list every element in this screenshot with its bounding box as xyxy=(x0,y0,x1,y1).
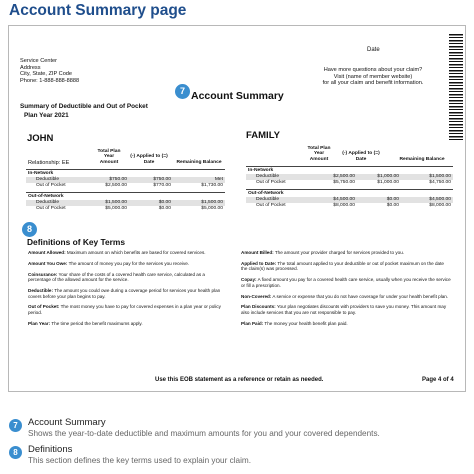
definition-item xyxy=(241,250,451,256)
row-applied: $0.00 xyxy=(386,203,399,209)
row-remaining: $1,500.00 xyxy=(429,174,451,179)
legend-badge: 7 xyxy=(9,419,22,432)
family-table-header xyxy=(246,140,453,164)
definitions-heading: Definitions of Key Terms xyxy=(27,237,126,247)
row-remaining: Met xyxy=(214,177,223,182)
row-applied: $0.00 xyxy=(158,199,171,205)
definition-text: The most money you have to pay for covered expenses in a plan year or policy period. xyxy=(28,304,221,315)
eob-document xyxy=(8,25,466,392)
definition-item xyxy=(28,288,224,299)
table-row xyxy=(26,183,225,189)
definition-item xyxy=(28,304,224,315)
sender-line: Phone: 1-888-888-8888 xyxy=(20,77,80,84)
header-line: (-) Applied to (=) xyxy=(130,154,168,160)
row-total: $2,500.00 xyxy=(333,174,355,179)
col-remaining-balance: Remaining Balance xyxy=(399,157,445,163)
row-remaining: $4,500.00 xyxy=(429,196,451,202)
row-total: $5,750.00 xyxy=(333,180,355,186)
definition-text: The money your health benefit plan paid. xyxy=(263,320,348,326)
family-heading: FAMILY xyxy=(246,130,280,141)
definition-term: Amount You Owe: xyxy=(28,260,68,266)
definition-term: Coinsurance: xyxy=(28,271,58,277)
john-summary-table xyxy=(26,143,225,213)
row-applied: $1,000.00 xyxy=(377,180,399,186)
row-remaining: $4,750.00 xyxy=(429,180,451,186)
definition-term: Plan Paid: xyxy=(241,320,264,326)
row-applied: $750.00 xyxy=(153,177,171,182)
legend-badge: 8 xyxy=(9,446,22,459)
sender-address xyxy=(20,58,79,84)
row-total: $2,500.00 xyxy=(105,183,127,189)
definition-item xyxy=(241,294,451,300)
out-network-label: Out-of-Network xyxy=(246,189,453,197)
john-heading: JOHN xyxy=(27,133,54,144)
definition-text: A service or expense that you do not have coverage for under your health benefit plan. xyxy=(271,293,449,299)
header-line: Total Plan xyxy=(307,145,331,151)
row-label: Out of Pocket xyxy=(256,180,286,186)
header-line: Date xyxy=(143,160,155,166)
row-label: Out of Pocket xyxy=(36,183,66,189)
definition-term: Deductible: xyxy=(28,287,54,293)
row-label: Deductible xyxy=(256,196,280,202)
table-row xyxy=(246,203,453,209)
row-label: Deductible xyxy=(256,174,280,179)
footer-note: Use this EOB statement as a reference or retain as needed. xyxy=(155,377,324,383)
definition-text: Your plan negotiates discounts with providers to save you money. This amount may also include services that you are not responsible to pay. xyxy=(241,304,447,315)
definition-text: Maximum amount on which benefits are based for covered services. xyxy=(65,250,206,255)
definition-term: Copay: xyxy=(241,277,257,283)
row-total: $1,500.00 xyxy=(105,199,127,205)
definition-text: The amount your provider charged for services provided to you. xyxy=(273,250,405,255)
col-total-plan-amount xyxy=(302,146,336,163)
col-applied-to-date xyxy=(122,154,176,166)
summary-plan-year: Plan Year 2021 xyxy=(24,112,69,119)
definition-text: The amount of money you pay for the services you receive. xyxy=(67,260,190,266)
col-remaining-balance: Remaining Balance xyxy=(176,160,222,166)
definition-item xyxy=(28,272,224,283)
header-line: Year xyxy=(103,154,115,160)
row-label: Out of Pocket xyxy=(36,206,66,212)
definition-item xyxy=(28,261,224,267)
row-total: $8,000.00 xyxy=(333,203,355,209)
row-total: $4,500.00 xyxy=(333,196,355,202)
family-summary-table xyxy=(246,140,453,210)
definition-term: Plan Discounts: xyxy=(241,304,276,310)
definition-text: A fixed amount you pay for a covered health care service, usually when you receive the service or fill a prescription. xyxy=(241,277,451,288)
out-network-label: Out-of-Network xyxy=(26,192,225,200)
relationship-label: Relationship: EE xyxy=(28,160,70,166)
row-remaining: $1,730.00 xyxy=(201,183,223,189)
definition-term: Amount Billed: xyxy=(241,250,274,255)
in-network-label: In-Network xyxy=(26,169,225,177)
summary-title: Summary of Deductible and Out of Pocket xyxy=(20,103,148,110)
legend-description: This section defines the key terms used to explain your claim. xyxy=(28,456,251,465)
table-row xyxy=(26,206,225,212)
row-applied: $0.00 xyxy=(158,206,171,212)
definition-item xyxy=(28,250,224,256)
row-label: Deductible xyxy=(36,177,60,182)
john-table-header xyxy=(26,143,225,167)
definition-text: The time period the benefit maximums apply. xyxy=(50,320,143,326)
in-network-label: In-Network xyxy=(246,166,453,174)
row-label: Out of Pocket xyxy=(256,203,286,209)
col-applied-to-date xyxy=(334,151,388,163)
row-remaining: $8,000.00 xyxy=(429,203,451,209)
page-title: Account Summary page xyxy=(9,2,187,19)
sender-line: Service Center xyxy=(20,58,57,64)
callout-badge-account-summary: 7 xyxy=(175,84,190,99)
legend-description: Shows the year-to-date deductible and maximum amounts for you and your covered dependents. xyxy=(28,429,380,438)
header-line: Amount xyxy=(99,160,119,166)
definitions-left-column xyxy=(28,250,224,331)
definition-text: Your share of the costs of a covered health care service, calculated as a percentage of the allowed amount for the service. xyxy=(28,271,205,283)
definition-item xyxy=(28,321,224,327)
definition-term: Plan Year: xyxy=(28,320,51,326)
row-total: $5,000.00 xyxy=(105,206,127,212)
account-summary-heading: Account Summary xyxy=(191,90,284,102)
definition-item xyxy=(241,321,451,327)
definition-item xyxy=(241,261,451,272)
definition-text: The total amount applied to your deductible or out of pocket maximum on the date the claim(s) was processed. xyxy=(241,260,444,272)
definition-term: Out of Pocket: xyxy=(28,304,60,310)
legend-title: Definitions xyxy=(28,444,73,455)
definition-term: Amount Allowed: xyxy=(28,250,66,255)
table-row xyxy=(246,180,453,186)
row-remaining: $5,000.00 xyxy=(201,206,223,212)
header-line: Amount xyxy=(309,157,329,163)
sender-line: City, State, ZIP Code xyxy=(20,71,73,78)
row-total: $750.00 xyxy=(109,177,127,182)
col-total-plan-amount xyxy=(92,149,126,166)
row-applied: $1,000.00 xyxy=(377,174,399,179)
definition-item xyxy=(241,277,451,288)
callout-badge-definitions: 8 xyxy=(22,222,37,237)
row-applied: $0.00 xyxy=(386,196,399,202)
page-number: Page 4 of 4 xyxy=(422,377,454,383)
header-line: Year xyxy=(313,151,325,157)
row-remaining: $1,500.00 xyxy=(201,199,223,205)
definition-term: Applied to Date: xyxy=(241,260,277,266)
questions-notice xyxy=(309,67,437,87)
definitions-right-column xyxy=(241,250,451,331)
definition-text: The amount you could owe during a coverage period for services your health plan covers before your plan begins to pay. xyxy=(28,287,221,299)
barcode-image xyxy=(449,34,463,142)
header-line: (-) Applied to (=) xyxy=(342,151,380,157)
row-label: Deductible xyxy=(36,199,60,205)
sender-line: Address xyxy=(20,64,41,71)
header-line: Total Plan xyxy=(97,148,121,154)
date-label: Date xyxy=(367,47,380,53)
definition-item xyxy=(241,304,451,315)
row-applied: $770.00 xyxy=(153,183,171,189)
header-line: Date xyxy=(355,157,367,163)
legend-title: Account Summary xyxy=(28,417,106,428)
questions-line: Have more questions about your claim? xyxy=(323,67,423,73)
questions-line: Visit (name of member website) xyxy=(333,73,413,80)
definition-term: Non-Covered: xyxy=(241,293,272,299)
questions-line: for all your claim and benefit information. xyxy=(322,80,424,87)
